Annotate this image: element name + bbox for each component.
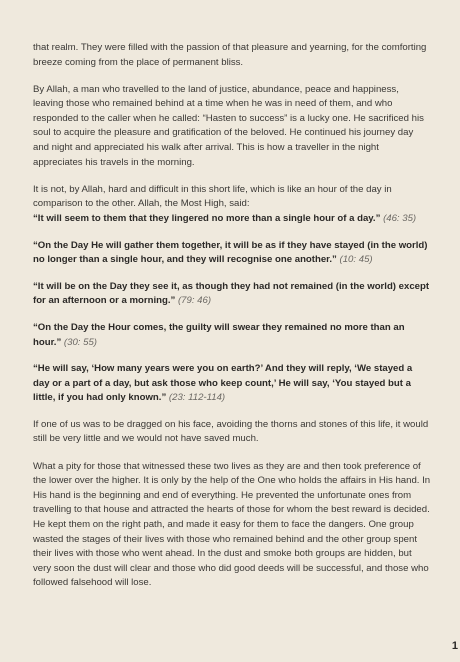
page-body	[33, 41, 431, 603]
verse-quote	[33, 321, 431, 350]
verse-text: “It will be on the Day they see it, as though they had not remained (in the world) except for an afternoon or a morning.”	[33, 280, 430, 307]
paragraph: By Allah, a man who travelled to the land of justice, abundance, peace and happiness, leaving those who remained behind at a time when he was in need of them, and who responded to the caller when he called: “Hasten to success” is a lucky one. He sacrificed his soul to acquire the pleasure and gratification of the beloved. He continued his journey day and night and appreciated his walk after arrival. This is how a traveller in the night appreciates his travels in the morning.	[33, 83, 424, 168]
verse-quote	[33, 212, 431, 227]
verse-reference: (10: 45)	[339, 254, 373, 266]
verse-text: “On the Day He will gather them together, it will be as if they have stayed (in the world) no longer than a single hour, and they will recognise one another.”	[33, 239, 428, 266]
verse-quote	[33, 362, 431, 406]
verse-reference: (46: 35)	[383, 212, 417, 224]
page-number: 1	[451, 640, 458, 652]
verse-text: “On the Day the Hour comes, the guilty will swear they remained no more than an hour.”	[33, 321, 405, 348]
verse-reference: (79: 46)	[177, 295, 212, 307]
paragraph: What a pity for those that witnessed these two lives as they are and then took preference of the lower over the higher. It is only by the help of the One who holds the affairs in His hand. In His hand is the beginning and end of everything. He prevented the unfortunate ones from travelling to that house and attracted the hearts of those for whom the best reward is decided. He kept them on the right path, and made it easy for them to face the dangers. One group wasted the stages of their lives with those who remained behind and the other group spent their lives with those who went ahead. In the dust and smoke both groups are hidden, but very soon the dust will clear and those who did good deeds will be successful, and those who followed falsehood will lose.	[33, 460, 431, 589]
verse-quote	[33, 280, 431, 309]
verse-text: “It will seem to them that they lingered no more than a single hour of a day.”	[33, 212, 381, 224]
verse-quote	[33, 239, 431, 268]
verse-reference: (30: 55)	[63, 336, 97, 348]
paragraph: that realm. They were filled with the passion of that pleasure and yearning, for the comforting breeze coming from the place of permanent bliss.	[33, 42, 427, 68]
verse-reference: (23: 112-114)	[168, 392, 226, 404]
verse-text: “He will say, ‘How many years were you on earth?’ And they will reply, ‘We stayed a day or a part of a day, but ask those who keep count,’ He will say, ‘You stayed but a little, if you had only known.”	[33, 363, 413, 404]
paragraph: If one of us was to be dragged on his face, avoiding the thorns and stones of this life, it would still be very little and we would not have saved much.	[33, 418, 429, 445]
paragraph: It is not, by Allah, hard and difficult in this short life, which is like an hour of the day in comparison to the other. Allah, the Most High, said:	[33, 183, 392, 210]
